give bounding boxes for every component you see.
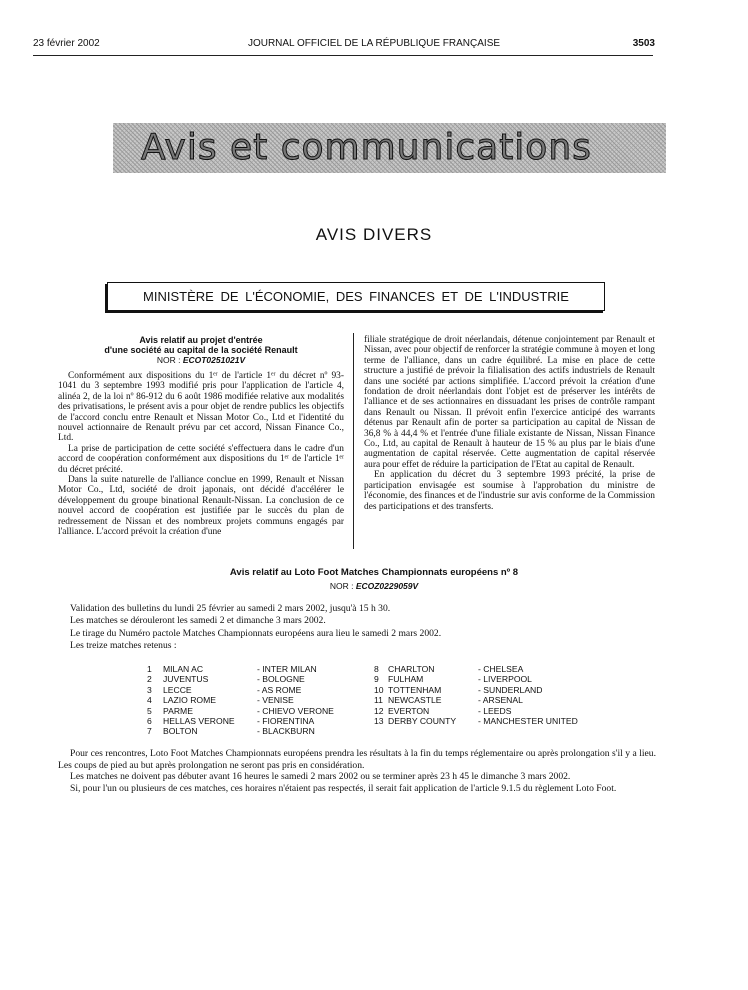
match-home-team: MILAN AC: [163, 664, 204, 674]
avis2-title: Avis relatif au Loto Foot Matches Championnats européens nº 8: [229, 567, 519, 578]
match-number: 3: [147, 684, 152, 695]
avis1-title-line1: Avis relatif au projet d'entrée: [139, 335, 263, 345]
match-away-team: - BLACKBURN: [257, 726, 315, 737]
match-number: 2: [147, 674, 152, 685]
match-away-team: - ARSENAL: [478, 695, 523, 706]
header-rule: [33, 55, 653, 56]
match-home-team: NEWCASTLE: [388, 695, 442, 706]
avis2-footer-text: [58, 748, 656, 794]
match-home-team: JUVENTUS: [163, 674, 209, 685]
match-number: 8: [374, 664, 379, 674]
match-number: 5: [147, 705, 152, 716]
section-title: AVIS DIVERS: [315, 225, 433, 244]
match-home-team: PARME: [163, 705, 193, 716]
footer-paragraph: Les matches ne doivent pas débuter avant 16 heures le samedi 2 mars 2002 ou se terminer après 23 h 45 le dimanche 3 mars 2002.: [70, 771, 571, 783]
match-away-team: - CHIEVO VERONE: [257, 705, 334, 716]
avis2-nor: [0, 581, 748, 591]
match-home-team: LAZIO ROME: [163, 695, 217, 706]
match-number: 9: [374, 674, 379, 685]
avis2-nor-label: NOR :: [329, 581, 354, 591]
match-away-team: - SUNDERLAND: [478, 684, 543, 695]
match-away-team: - LIVERPOOL: [478, 674, 532, 685]
match-home-team: HELLAS VERONE: [163, 716, 235, 726]
ministry-box: MINISTÈRE DE L'ÉCONOMIE, DES FINANCES ET DE L'INDUSTRIE: [107, 282, 605, 311]
match-number: 1: [147, 664, 152, 674]
avis1-title-line2: d'une société au capital de la société Renault: [104, 345, 298, 355]
avis1-nor-label: NOR :: [156, 355, 181, 365]
match-home-team: EVERTON: [388, 705, 430, 716]
avis1-paragraph: Dans la suite naturelle de l'alliance conclue en 1999, Renault et Nissan Motor Co., Ltd, société de droit japonais, ont décidé d'accélérer le développement du groupe binational Renault-Nissan. La conclusion de ce nouvel accord de coopération est justifiée par le succès du plan de redressement de Nissan et des nombreux projets communs engagés par l'alliance. L'accord prévoit la création d'une: [58, 475, 344, 538]
match-number: 6: [147, 716, 152, 726]
match-number: 7: [147, 726, 152, 737]
match-away-team: - LEEDS: [478, 705, 512, 716]
avis2-nor-code: ECOZ0229059V: [355, 581, 419, 591]
intro-line: Les matches se dérouleront les samedi 2 et dimanche 3 mars 2002.: [70, 615, 326, 627]
banner-title: Avis et communications: [141, 127, 592, 168]
avis1-paragraph: filiale stratégique de droit néerlandais, détenue conjointement par Renault et Nissan, avec pour objectif de renforcer la stratégie commune à moyen et long terme de l'alliance, dans un cadre équilibré. La mise en place de cette structure a justifié de prévoir la filialisation des actifs industriels de Renault dans une société par actions simplifiée. L'accord prévoit la création d'une fondation de droit néerlandais dont l'objet est de préserver les intérêts de l'alliance et de ses actionnaires en dissuadant les prises de contrôle rampant dans Renault ou Nissan. Il prévoit enfin l'exercice anticipé des warrants détenus par Renault afin de porter sa participation au capital de Nissan de 36,8 % à 44,4 % et l'entrée d'une filiale existante de Nissan, Nissan Finance Co., Ltd, au capital de Renault à hauteur de 15 % au plus par le biais d'une augmentation de capital réservée. Cette augmentation de capital réservée aura pour effet de réduire la participation de l'Etat au capital de Renault.: [364, 335, 655, 470]
match-away-team: - AS ROME: [257, 684, 302, 695]
match-number: 13: [374, 716, 384, 726]
match-number: 11: [374, 695, 383, 706]
match-away-team: - CHELSEA: [478, 664, 524, 674]
match-number: 4: [147, 695, 152, 706]
avis1-paragraph: Conformément aux dispositions du 1ᵉʳ de l'article 1ᵉʳ du décret nº 93-1041 du 3 septembre 1993 modifié pris pour l'application de l'article 4, alinéa 2, de la loi nº 86-912 du 6 août 1986 modifiée relative aux modalités des privatisations, le présent avis a pour objet de rendre publics les objectifs de l'accord conclu entre Renault et Nissan Motor Co., Ltd et l'identité du nouvel actionnaire de Renault prévu par cet accord, Nissan Finance Co., Ltd.: [58, 371, 344, 444]
running-header: [0, 38, 748, 54]
avis1-nor-code: ECOT0251021V: [182, 355, 246, 365]
avis1-right-column: [364, 335, 655, 512]
match-away-team: - BOLOGNE: [257, 674, 305, 685]
match-home-team: FULHAM: [388, 674, 424, 685]
match-home-team: CHARLTON: [388, 664, 435, 674]
section-banner: [113, 123, 666, 173]
match-home-team: DERBY COUNTY: [388, 716, 457, 726]
intro-line: Le tirage du Numéro pactole Matches Championnats européens aura lieu le samedi 2 mars 2002.: [70, 627, 442, 639]
match-number: 10: [374, 684, 384, 695]
header-page-number: 3503: [632, 38, 655, 49]
match-home-team: LECCE: [163, 684, 192, 695]
match-away-team: - MANCHESTER UNITED: [478, 716, 578, 726]
column-divider: [353, 333, 354, 549]
intro-line: Les treize matches retenus :: [70, 640, 177, 652]
match-home-team: BOLTON: [163, 726, 198, 737]
header-date: 23 février 2002: [33, 38, 100, 49]
footer-paragraph: Pour ces rencontres, Loto Foot Matches Championnats européens prendra les résultats à la fin du temps réglementaire ou après prolongation s'il y a lieu. Les coups de pied au but après prolongation ne seront pas pris en considération.: [58, 748, 656, 771]
avis1-paragraph: En application du décret du 3 septembre 1993 précité, la prise de participation envisagée est soumise à l'approbation du ministre de l'économie, des finances et de l'industrie sur avis conforme de la Commission des participations et des transferts.: [364, 470, 655, 512]
footer-paragraph: Si, pour l'un ou plusieurs de ces matches, ces horaires n'étaient pas respectés, il serait fait application de l'article 9.1.5 du règlement Loto Foot.: [70, 782, 617, 794]
match-home-team: TOTTENHAM: [388, 684, 442, 695]
avis1-paragraph: La prise de participation de cette société s'effectuera dans le cadre d'un accord de coopération conformément aux dispositions du 1ᵉʳ de l'article 1ᵉʳ du décret précité.: [58, 443, 344, 475]
match-away-team: - FIORENTINA: [257, 716, 315, 726]
match-away-team: - INTER MILAN: [257, 664, 317, 674]
match-away-team: - VENISE: [257, 695, 294, 706]
header-journal-title: JOURNAL OFFICIEL DE LA RÉPUBLIQUE FRANÇAISE: [247, 38, 501, 49]
avis1-left-column: [58, 335, 344, 538]
avis2-intro: [70, 603, 660, 653]
matches-list: [0, 664, 748, 736]
avis1-nor: [58, 355, 344, 366]
intro-line: Validation des bulletins du lundi 25 février au samedi 2 mars 2002, jusqu'à 15 h 30.: [70, 603, 391, 614]
match-number: 12: [374, 705, 384, 716]
